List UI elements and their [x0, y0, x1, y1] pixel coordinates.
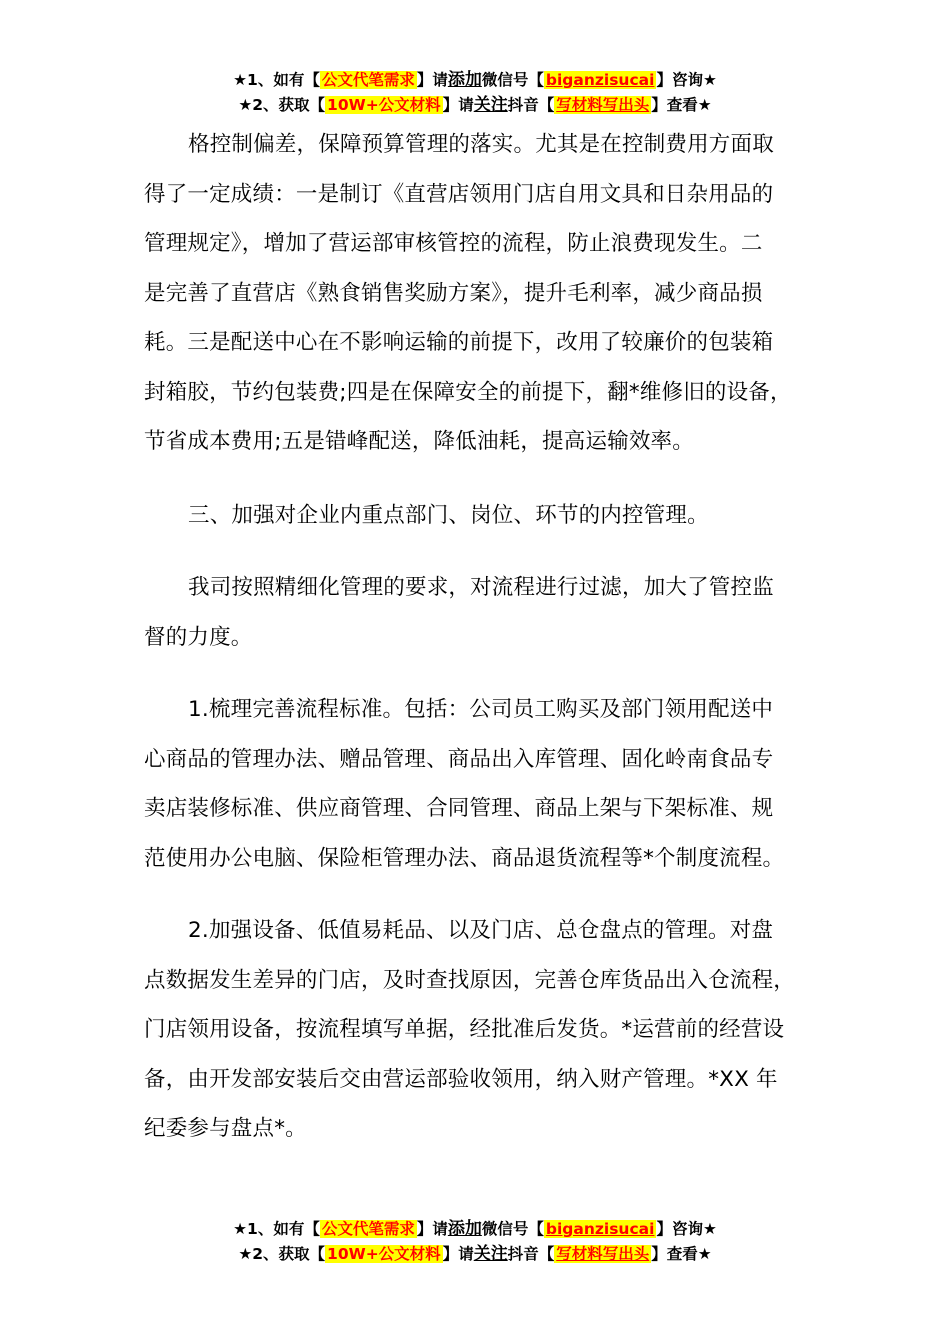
highlight-ghostwriting: 公文代笔需求	[321, 1220, 415, 1238]
banner-line-1	[0, 1217, 950, 1242]
highlight-ghostwriting: 公文代笔需求	[321, 71, 415, 89]
text-line: 管理规定》，增加了营运部审核管控的流程，防止浪费现发生。二	[144, 231, 763, 256]
text-line: 2.加强设备、低值易耗品、以及门店、总仓盘点的管理。对盘	[188, 918, 774, 943]
banner-text: ★2、获取【	[238, 96, 326, 114]
banner-text: 】请	[442, 96, 474, 114]
banner-line-2	[0, 1242, 950, 1267]
list-item-1	[144, 685, 834, 883]
highlight-materials: 10W+公文材料	[327, 96, 441, 114]
text-line: 范使用办公电脑、保险柜管理办法、商品退货流程等*个制度流程。	[144, 845, 785, 871]
header-banner	[0, 68, 950, 118]
highlight-douyin: 写材料写出头	[556, 96, 650, 114]
banner-text: 】咨询★	[656, 71, 717, 89]
list-item-2	[144, 906, 834, 1154]
banner-text: ★1、如有【	[233, 1220, 320, 1238]
banner-text: 抖音【	[507, 96, 555, 114]
text-line: 1.梳理完善流程标准。包括：公司员工购买及部门领用配送中	[188, 697, 774, 722]
banner-text: 】查看★	[651, 1245, 712, 1263]
text-line: 门店领用设备，按流程填写单据，经批准后发货。*运营前的经营设	[144, 1017, 785, 1042]
paragraph-refined-management	[144, 563, 834, 662]
text-line: 纪委参与盘点*。	[144, 1116, 307, 1141]
banner-text: 】请	[416, 1220, 448, 1238]
banner-emphasis: 添加	[447, 70, 482, 90]
paragraph-cost-control	[144, 120, 834, 467]
text-line: 点数据发生差异的门店，及时查找原因，完善仓库货品出入仓流程，	[144, 967, 796, 993]
highlight-wechat-id: biganzisucai	[545, 1220, 655, 1238]
text-line: 我司按照精细化管理的要求，对流程进行过滤，加大了管控监	[188, 575, 774, 600]
banner-text: 】请	[416, 71, 448, 89]
text-line: 备，由开发部安装后交由营运部验收领用，纳入财产管理。*XX 年	[144, 1066, 778, 1092]
banner-text: 】请	[442, 1245, 474, 1263]
text-line: 是完善了直营店《熟食销售奖励方案》，提升毛利率，减少商品损	[144, 280, 763, 306]
banner-text: 微信号【	[481, 71, 544, 89]
banner-line-2	[0, 93, 950, 118]
text-line: 得了一定成绩：一是制订《直营店领用门店自用文具和日杂用品的	[144, 181, 774, 207]
text-line: 节省成本费用;五是错峰配送，降低油耗，提高运输效率。	[144, 429, 694, 454]
highlight-douyin: 写材料写出头	[556, 1245, 650, 1263]
text-line: 耗。三是配送中心在不影响运输的前提下，改用了较廉价的包装箱	[144, 330, 774, 355]
heading-text: 三、加强对企业内重点部门、岗位、环节的内控管理。	[188, 503, 709, 528]
banner-text: 】咨询★	[656, 1220, 717, 1238]
banner-emphasis: 关注	[473, 95, 508, 115]
text-line: 格控制偏差，保障预算管理的落实。尤其是在控制费用方面取	[188, 132, 774, 157]
section-heading-3	[144, 491, 834, 541]
banner-emphasis: 关注	[473, 1244, 508, 1264]
banner-text: 抖音【	[507, 1245, 555, 1263]
text-line: 卖店装修标准、供应商管理、合同管理、商品上架与下架标准、规	[144, 796, 774, 821]
banner-text: ★1、如有【	[233, 71, 320, 89]
text-line: 督的力度。	[144, 624, 253, 650]
banner-text: 微信号【	[481, 1220, 544, 1238]
banner-text: ★2、获取【	[238, 1245, 326, 1263]
highlight-wechat-id: biganzisucai	[545, 71, 655, 89]
text-line: 封箱胶，节约包装费;四是在保障安全的前提下，翻*维修旧的设备，	[144, 379, 792, 405]
text-line: 心商品的管理办法、赠品管理、商品出入库管理、固化岭南食品专	[144, 746, 774, 772]
banner-emphasis: 添加	[447, 1219, 482, 1239]
banner-line-1	[0, 68, 950, 93]
footer-banner	[0, 1217, 950, 1267]
highlight-materials: 10W+公文材料	[327, 1245, 441, 1263]
banner-text: 】查看★	[651, 96, 712, 114]
